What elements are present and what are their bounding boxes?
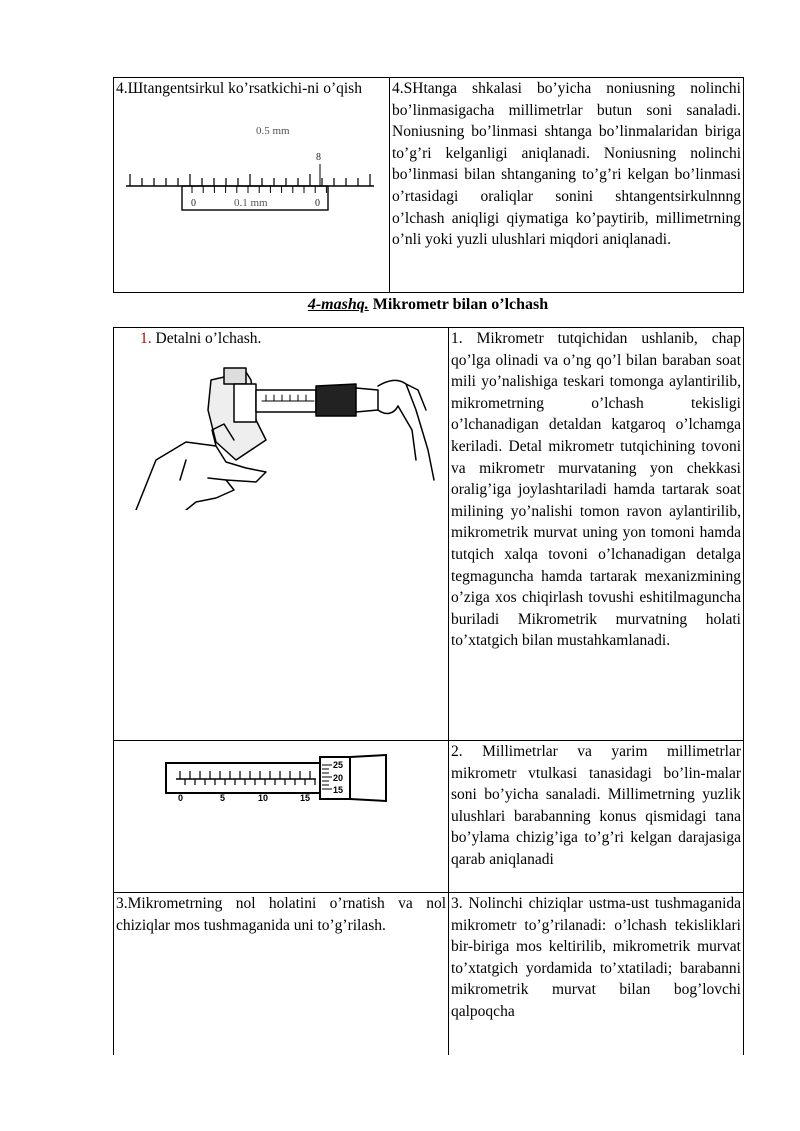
sleeve-label-15: 15 [300, 793, 311, 803]
vernier-left-cell [114, 78, 390, 293]
micrometer-table [113, 327, 744, 1055]
drum-label-20: 20 [333, 773, 344, 783]
micrometer-row1-left [114, 328, 449, 741]
sleeve-label-5: 5 [220, 793, 226, 803]
micrometer-row-1 [114, 328, 744, 741]
vernier-table [113, 77, 744, 293]
micrometer-row-2 [114, 741, 744, 893]
vernier-right-cell [390, 78, 744, 293]
micrometer-row-3 [114, 893, 744, 1055]
vernier-label-mark: 8 [316, 151, 321, 163]
micrometer-step3-title: 3.Mikrometrning nol holatini o’rnatish va nol chiziqlar mos tushmaganida uni to’g’rilash. [116, 895, 446, 934]
exercise-title: Mikrometr bilan o’lchash [368, 296, 549, 313]
vernier-instructions: 4.SHtanga shkalasi bo’yicha noniusning nolinchi bo’linmasigacha millimetrlar butun soni sanaladi. Noniusning bo’linmasi shtanga bo’linmalaridan biriga to’g’ri kelganligi aniqlanadi. Noniusning nolinchi bo’linmasi bilan shtanganing to’g’ri kelgan bo’linmasi o’rtasidagi oraliqlar sonini shtangentsirkulnnng o’lchash aniqligi qiymatiga ko’paytirib, millimetrning o’nli yoki yuzli ulushlari miqdori aniqlanadi. [392, 80, 741, 249]
micrometer-row3-right [449, 893, 744, 1055]
micrometer-hands-illustration [116, 350, 446, 510]
micrometer-step3-text: 3. Nolinchi chiziqlar ustma-ust tushmaganida mikrometr to’g’rilanadi: o’lchash tekisliklari bir-biriga mos keltirilib, mikrometrik murvat to’xtatgich yordamida to’xtatiladi; barabanni mikrometrik murvat bilan bog’lovchi qalpoqcha [451, 895, 741, 1020]
vernier-scale-figure [116, 100, 386, 250]
micrometer-row2-left [114, 741, 449, 893]
step1-number: 1. [140, 330, 152, 347]
exercise-caption [113, 294, 743, 316]
micrometer-row3-left [114, 893, 449, 1055]
micrometer-step1-label-line [116, 328, 446, 350]
vernier-label-left-zero: 0 [191, 197, 196, 209]
drum-label-25: 25 [333, 760, 344, 770]
sleeve-label-0: 0 [178, 793, 184, 803]
exercise-number: 4-mashq. [307, 296, 369, 313]
micrometer-row1-right [449, 328, 744, 741]
vernier-label-top: 0.5 mm [256, 124, 290, 137]
micrometer-step2-text: 2. Millimetrlar va yarim millimetrlar mikrometr vtulkasi tanasidagi bo’lin-malar soni bo’yicha sanaladi. Millimetrning yuzlik ulushlari barabanning konus qismidagi tana bo’ylama chizig’iga to’g’ri kelgan darajasiga qarab aniqlanadi [451, 743, 741, 868]
sleeve-label-10: 10 [258, 793, 269, 803]
micrometer-step1-text: 1. Mikrometr tutqichidan ushlanib, chap qo’lga olinadi va o’ng qo’l bilan baraban soat mili yo’nalishiga teskari tomonga aylantirilib, mikrometrning o’lchash tekisligi o’lchanadigan detaldan katgaroq o’lchamga keriladi. Detal mikrometr tutqichining tovoni va mikrometr murvataning yon chekkasi oralig’iga joylashtariladi hamda tartarak soat milining yo’nalishi tomon ravon aylantirilib, mikrometrik murvat uning yon tomoni hamda tutqich xalqa tovoni o’lchanadigan detalga tegmaguncha hamda tartarak mexanizmining o’ziga xos chiqirlash tovushi eshitilmaguncha buriladi Mikrometrik murvatning holati to’xtatgich bilan mustahkamlanadi. [451, 330, 741, 650]
drum-label-15: 15 [333, 785, 344, 795]
step1-label: Detalni o’lchash. [155, 330, 262, 347]
vernier-label-bottom: 0.1 mm [234, 196, 268, 209]
vernier-label-right-zero: 0 [315, 197, 320, 209]
vernier-step-title: 4.Шtangentsirkul ko’rsatkichi-ni o’qish [116, 80, 362, 97]
micrometer-row2-right [449, 741, 744, 893]
micrometer-scale-figure [116, 741, 446, 811]
